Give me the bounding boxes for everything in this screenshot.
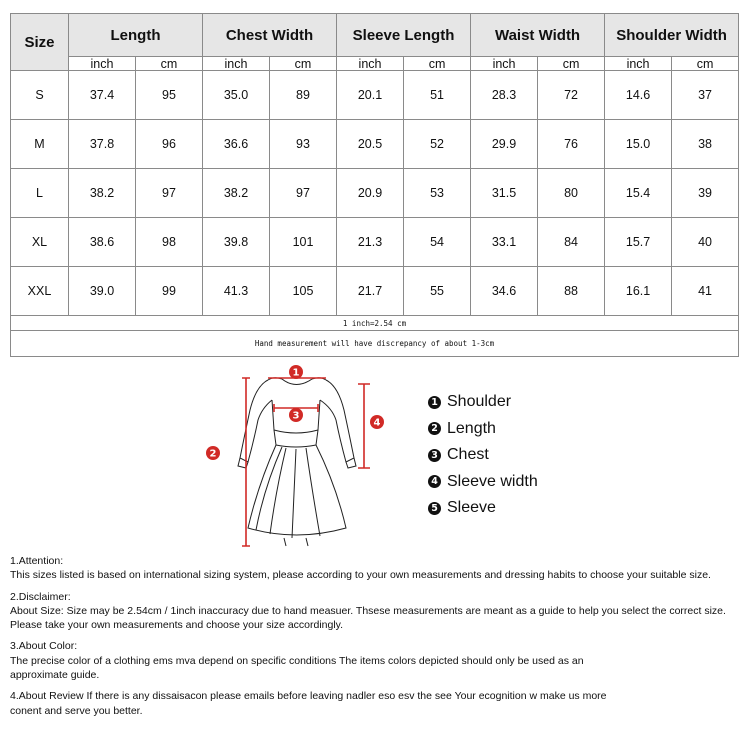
table-cell: 21.3: [337, 218, 404, 267]
measurement-legend: [428, 389, 538, 522]
unit-cm: cm: [136, 57, 203, 71]
header-row: [11, 14, 739, 57]
table-cell: 31.5: [471, 169, 538, 218]
table-cell: 53: [404, 169, 471, 218]
table-cell: 89: [270, 71, 337, 120]
note-title: 1.Attention:: [10, 555, 64, 567]
note-body: 4.About Review If there is any dissaisacon please emails before leaving nadler eso esv the see Your ecognition w make us more conent and serve you better.: [10, 690, 607, 717]
table-cell: 93: [270, 120, 337, 169]
legend-item-chest: [428, 442, 538, 469]
unit-inch: inch: [203, 57, 270, 71]
table-cell: 101: [270, 218, 337, 267]
table-cell: 54: [404, 218, 471, 267]
legend-label: Shoulder: [447, 393, 512, 411]
note-about-review: [10, 689, 745, 718]
table-cell: 34.6: [471, 267, 538, 316]
marker-2: [206, 446, 220, 460]
note-title: 3.About Color:: [10, 640, 78, 653]
table-cell: 76: [538, 120, 605, 169]
size-chart-table: [10, 13, 739, 357]
note-body: About Size: Size may be 2.54cm / 1inch inaccuracy due to hand measuer. Thsese measurements are meant as a guide to help you select the correct size. Please take your own measurements and choose your size accordingly.: [10, 604, 726, 632]
table-cell: 41.3: [203, 267, 270, 316]
marker-3: [289, 408, 303, 422]
table-cell: 39.0: [69, 267, 136, 316]
dress-illustration: [238, 378, 356, 546]
table-cell: 38.2: [69, 169, 136, 218]
table-cell: 37: [672, 71, 739, 120]
legend-label: Chest: [447, 446, 489, 464]
table-cell: 72: [538, 71, 605, 120]
legend-label: Sleeve: [447, 499, 496, 517]
table-cell: 40: [672, 218, 739, 267]
note-about-color: [10, 639, 745, 682]
note-disclaimer: [10, 590, 745, 633]
legend-item-sleeve-width: [428, 469, 538, 496]
table-cell: 97: [136, 169, 203, 218]
svg-text:2: 2: [209, 448, 217, 460]
table-cell: 20.5: [337, 120, 404, 169]
table-cell: 39: [672, 169, 739, 218]
table-cell: 20.9: [337, 169, 404, 218]
marker-1: [289, 365, 303, 379]
header-sleeve-length: Sleeve Length: [337, 14, 471, 57]
size-cell: S: [11, 71, 69, 120]
note-title: 2.Disclaimer:: [10, 590, 71, 603]
header-size: Size: [11, 14, 69, 71]
length-measure-line: [242, 378, 250, 546]
conversion-note: 1 inch=2.54 cm: [11, 316, 739, 331]
table-cell: 14.6: [605, 71, 672, 120]
table-cell: 36.6: [203, 120, 270, 169]
table-cell: 16.1: [605, 267, 672, 316]
legend-number: 1: [428, 396, 441, 409]
svg-text:1: 1: [292, 367, 300, 379]
table-cell: 95: [136, 71, 203, 120]
legend-number: 3: [428, 449, 441, 462]
notes-section: [10, 554, 745, 725]
table-cell: 15.7: [605, 218, 672, 267]
table-cell: 55: [404, 267, 471, 316]
table-cell: 38.2: [203, 169, 270, 218]
table-row: [11, 120, 739, 169]
unit-cm: cm: [404, 57, 471, 71]
unit-cm: cm: [672, 57, 739, 71]
table-cell: 29.9: [471, 120, 538, 169]
table-cell: 38: [672, 120, 739, 169]
size-cell: L: [11, 169, 69, 218]
size-cell: M: [11, 120, 69, 169]
table-row: [11, 169, 739, 218]
table-row: [11, 71, 739, 120]
unit-cm: cm: [538, 57, 605, 71]
table-row: [11, 218, 739, 267]
header-chest-width: Chest Width: [203, 14, 337, 57]
table-cell: 21.7: [337, 267, 404, 316]
unit-inch: inch: [605, 57, 672, 71]
table-row: [11, 267, 739, 316]
legend-number: 5: [428, 502, 441, 515]
table-cell: 84: [538, 218, 605, 267]
table-cell: 38.6: [69, 218, 136, 267]
discrepancy-note-row: [11, 331, 739, 357]
svg-text:4: 4: [373, 417, 381, 429]
legend-item-sleeve: [428, 495, 538, 522]
header-length: Length: [69, 14, 203, 57]
note-attention: [10, 554, 745, 583]
note-body: This sizes listed is based on international sizing system, please according to your own measurements and dressing habits to choose your suitable size.: [10, 569, 711, 582]
table-cell: 15.4: [605, 169, 672, 218]
discrepancy-note: Hand measurement will have discrepancy of about 1-3cm: [11, 331, 739, 357]
table-cell: 88: [538, 267, 605, 316]
legend-label: Sleeve width: [447, 472, 538, 490]
size-cell: XL: [11, 218, 69, 267]
table-cell: 51: [404, 71, 471, 120]
conversion-note-row: [11, 316, 739, 331]
table-cell: 97: [270, 169, 337, 218]
table-cell: 99: [136, 267, 203, 316]
svg-text:3: 3: [292, 410, 300, 422]
table-cell: 33.1: [471, 218, 538, 267]
legend-item-shoulder: [428, 389, 538, 416]
table-cell: 37.8: [69, 120, 136, 169]
legend-number: 2: [428, 422, 441, 435]
table-cell: 20.1: [337, 71, 404, 120]
table-cell: 28.3: [471, 71, 538, 120]
unit-row: [11, 57, 739, 71]
table-cell: 15.0: [605, 120, 672, 169]
marker-4: [370, 415, 384, 429]
unit-inch: inch: [69, 57, 136, 71]
unit-cm: cm: [270, 57, 337, 71]
sleeve-width-measure-line: [358, 384, 370, 468]
size-cell: XXL: [11, 267, 69, 316]
table-cell: 52: [404, 120, 471, 169]
unit-inch: inch: [471, 57, 538, 71]
table-cell: 41: [672, 267, 739, 316]
dress-measurement-diagram: [200, 360, 400, 550]
note-body: The precise color of a clothing ems mva depend on specific conditions The items colors depicted should only be used as an approximate guide.: [10, 654, 584, 682]
unit-inch: inch: [337, 57, 404, 71]
table-cell: 96: [136, 120, 203, 169]
legend-item-length: [428, 416, 538, 443]
table-cell: 39.8: [203, 218, 270, 267]
table-cell: 35.0: [203, 71, 270, 120]
table-cell: 98: [136, 218, 203, 267]
header-waist-width: Waist Width: [471, 14, 605, 57]
table-cell: 105: [270, 267, 337, 316]
legend-number: 4: [428, 475, 441, 488]
table-cell: 80: [538, 169, 605, 218]
header-shoulder-width: Shoulder Width: [605, 14, 739, 57]
legend-label: Length: [447, 419, 496, 437]
table-cell: 37.4: [69, 71, 136, 120]
